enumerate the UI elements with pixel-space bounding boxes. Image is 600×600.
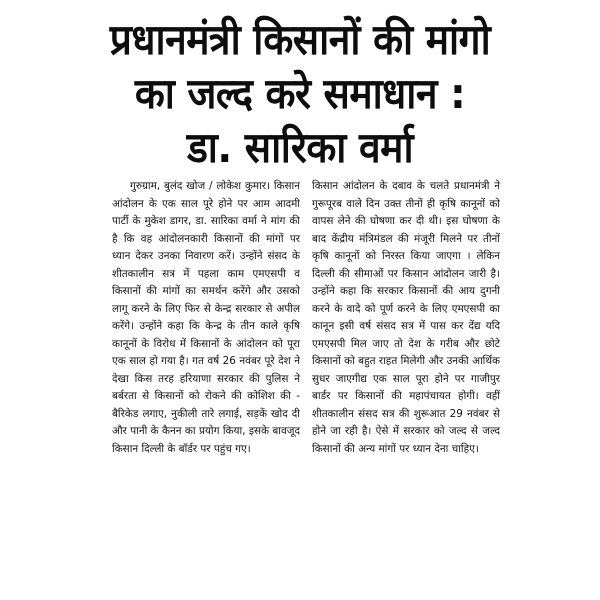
headline <box>14 14 586 176</box>
article-paragraph-right: किसान आंदोलन के दबाव के चलते प्रधानमंत्री ने गुरूपूरब वाले दिन उक्त तीनों ही कृषि कानूनों को वापस लेने की घोषणा कर दी थी। इस घोषणा के बाद केंद्रीय मंत्रिमंडल की मंजूरी मिलने पर तीनों कृषि कानूनों को निरस्त किया जाएगा । लेकिन दिल्ली की सीमाओं पर किसान आंदोलन जारी है। उन्होंने कहा कि सरकार किसानों की आय दुगनी करने के वादे को पूर्ण करने के लिए एमएसपी का कानून इसी वर्ष संसद सत्र में पास कर देंद्य यदि एमएसपी मिल जाए तो देश के गरीब और छोटे किसानों को बहुत राहत मिलेगी और उनकी आर्थिक सुधर जाएगीद्य एक साल पूरा होने पर गाजीपुर बार्डर पर किसानों की महापंचायत होगी। वहीं शीतकालीन संसद सत्र की शुरूआत 29 नवंबर से होने जा रही है। ऐसे में सरकार को जल्द से जल्द किसानों की अन्य मांगों पर ध्यान देना चाहिए। <box>312 180 500 455</box>
article-column-right <box>312 178 500 458</box>
headline-line-3: डा. सारिका वर्मा <box>186 124 414 173</box>
article-body <box>112 178 500 458</box>
article-column-left <box>112 178 300 458</box>
headline-line-1: प्रधानमंत्री किसानों की मांगो <box>109 16 491 65</box>
article-paragraph-left: गुरुग्राम, बुलंद खोज / लोकेश कुमार। किसान आंदोलन के एक साल पूरे होने पर आम आदमी पार्टी के मुकेश डागर, डा. सारिका वर्मा ने मांग की है कि वह आंदोलनकारी किसानों की मांगों पर ध्यान देकर उनका निवारण करें। उन्होंने संसद के शीतकालीन सत्र में पहला काम एमएसपी व किसानों की मांगों का समर्थन करेंगे और उसको लागू करने के लिए फिर से केन्द्र सरकार से अपील करेंगे। उन्होंने कहा कि केन्द्र के तीन काले कृषि कानूनों के विरोध में किसानों के आंदोलन को पूरा एक साल हो गया है। गत वर्ष 26 नवंबर पूरे देश ने देखा किस तरह हरियाणा सरकार की पुलिस ने बर्बरता से किसानों को रोकने की कोशिश की - बैरिकेड लगाए, नुकीली तारे लगाई, सड़कें खोद दी और पानी के कैनन का प्रयोग किया, इसके बावजूद किसान दिल्ली के बॉर्डर पर पहुंच गए। <box>112 180 300 455</box>
headline-line-2: का जल्द करे समाधान : <box>134 70 466 119</box>
